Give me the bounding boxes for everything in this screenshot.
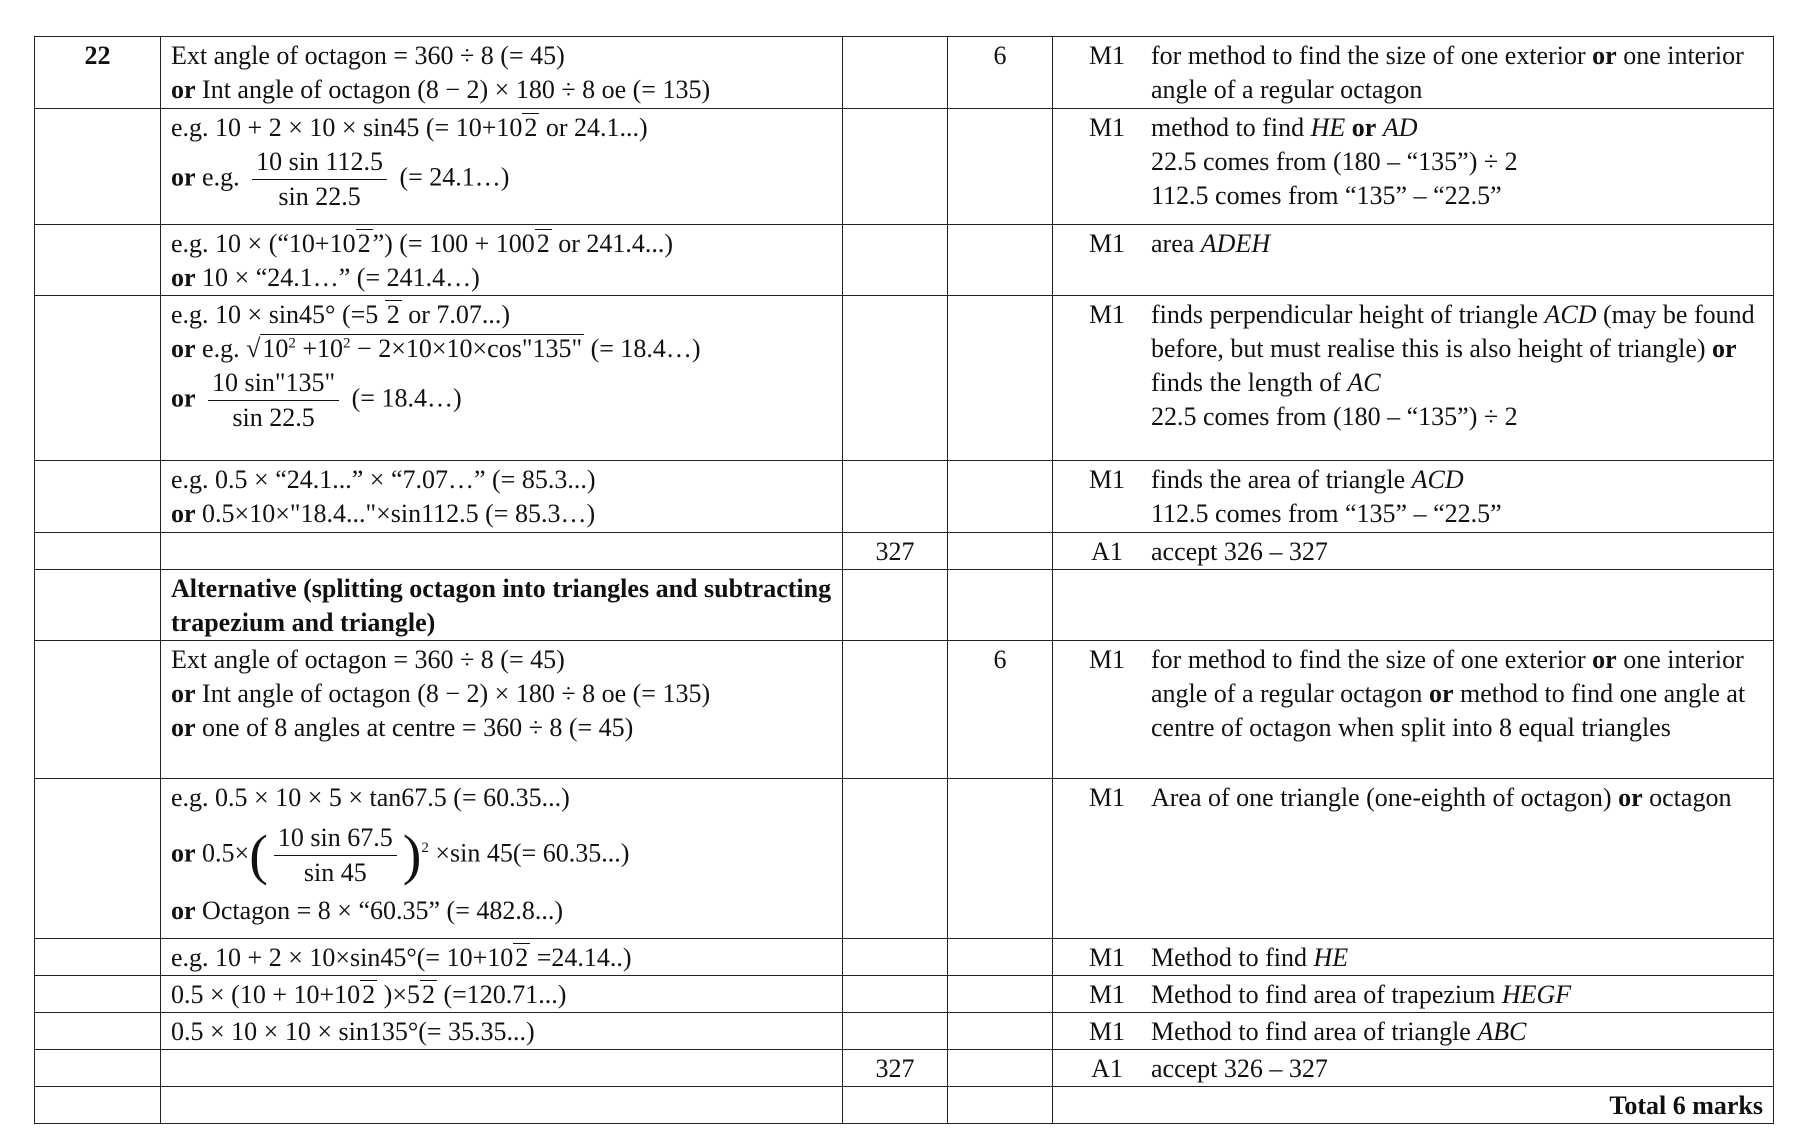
- working-cell: e.g. 10 + 2 × 10 × sin45 (= 10+102 or 24.1...) or e.g. $\frac{10 \sin 112.5}{\sin 22.5}$ (= 24.1…): [161, 109, 843, 225]
- working-cell: e.g. 10 + 2 × 10×sin45°(= 10+102 =24.14..): [161, 939, 843, 976]
- question-number: 22: [35, 37, 161, 109]
- notes-cell: M1 for method to find the size of one exterior or one interior angle of a regular octagon: [1053, 37, 1774, 109]
- notes-cell: M1 for method to find the size of one exterior or one interior angle of a regular octagon or method to find one angle at centre of octagon when split into 8 equal triangles: [1053, 641, 1774, 779]
- notes-cell: A1 accept 326 – 327: [1053, 533, 1774, 570]
- notes-cell: M1 Method to find area of trapezium HEGF: [1053, 976, 1774, 1013]
- table-row: [35, 533, 1774, 570]
- table-row: [35, 779, 1774, 939]
- working-cell: e.g. 10 × sin45° (=5 2 or 7.07...) or e.g. $√10^2 +10^2$ − 2×10×10×cos"135" (= 18.4…) or $\frac{10 \sin"135"}{\sin 22.5}$ (= 18.4…): [161, 296, 843, 461]
- notes-cell: A1 accept 326 – 327: [1053, 1050, 1774, 1087]
- notes-cell: M1 Method to find area of triangle ABC: [1053, 1013, 1774, 1050]
- table-row: [35, 570, 1774, 641]
- table-row: [35, 1050, 1774, 1087]
- notes-cell: M1 finds the area of triangle ACD 112.5 comes from “135” – “22.5”: [1053, 461, 1774, 533]
- table-row: [35, 1087, 1774, 1124]
- marks-cell: 6: [948, 641, 1053, 779]
- working-cell: Ext angle of octagon = 360 ÷ 8 (= 45) or Int angle of octagon (8 − 2) × 180 ÷ 8 oe (= 135) or one of 8 angles at centre = 360 ÷ 8 (= 45): [161, 641, 843, 779]
- table-row: [35, 296, 1774, 461]
- working-cell: e.g. 0.5 × “24.1...” × “7.07…” (= 85.3...) or 0.5×10×"18.4..."×sin112.5 (= 85.3…): [161, 461, 843, 533]
- answer-cell: 327: [843, 1050, 948, 1087]
- working-cell: e.g. 0.5 × 10 × 5 × tan67.5 (= 60.35...) or 0.5×( $\frac{10 \sin 67.5}{\sin 45}$ )$^2$ ×sin 45(= 60.35...) or Octagon = 8 × “60.35” (= 482.8...): [161, 779, 843, 939]
- table-row: [35, 37, 1774, 109]
- marks-cell: 6: [948, 37, 1053, 109]
- answer-cell: 327: [843, 533, 948, 570]
- working-cell: 0.5 × 10 × 10 × sin135°(= 35.35...): [161, 1013, 843, 1050]
- table-row: [35, 109, 1774, 225]
- mark-scheme-table: [34, 36, 1774, 1124]
- working-cell: 0.5 × (10 + 10+102 )×52 (=120.71...): [161, 976, 843, 1013]
- fraction: $\frac{10 \sin 112.5}{\sin 22.5}$: [252, 145, 387, 214]
- table-row: [35, 1013, 1774, 1050]
- total-marks: Total 6 marks: [1053, 1087, 1774, 1124]
- table-row: [35, 641, 1774, 779]
- notes-cell: M1 Area of one triangle (one-eighth of octagon) or octagon: [1053, 779, 1774, 939]
- working-cell: Ext angle of octagon = 360 ÷ 8 (= 45) or Int angle of octagon (8 − 2) × 180 ÷ 8 oe (= 135): [161, 37, 843, 109]
- answer-cell: [843, 37, 948, 109]
- table-row: [35, 976, 1774, 1013]
- notes-cell: M1 finds perpendicular height of triangle ACD (may be found before, but must realise this is also height of triangle) or finds the length of AC 22.5 comes from (180 – “135”) ÷ 2: [1053, 296, 1774, 461]
- table-row: [35, 939, 1774, 976]
- fraction: $\frac{10 \sin 67.5}{\sin 45}$: [274, 821, 397, 890]
- alternative-heading: Alternative (splitting octagon into triangles and subtracting trapezium and triangle): [161, 570, 843, 641]
- table-row: [35, 461, 1774, 533]
- table-row: [35, 225, 1774, 296]
- working-cell: e.g. 10 × (“10+102”) (= 100 + 1002 or 241.4...) or 10 × “24.1…” (= 241.4…): [161, 225, 843, 296]
- fraction: $\frac{10 \sin"135"}{\sin 22.5}$: [208, 366, 339, 435]
- notes-cell: M1 Method to find HE: [1053, 939, 1774, 976]
- notes-cell: M1 area ADEH: [1053, 225, 1774, 296]
- notes-cell: M1 method to find HE or AD 22.5 comes from (180 – “135”) ÷ 2 112.5 comes from “135” – “22.5”: [1053, 109, 1774, 225]
